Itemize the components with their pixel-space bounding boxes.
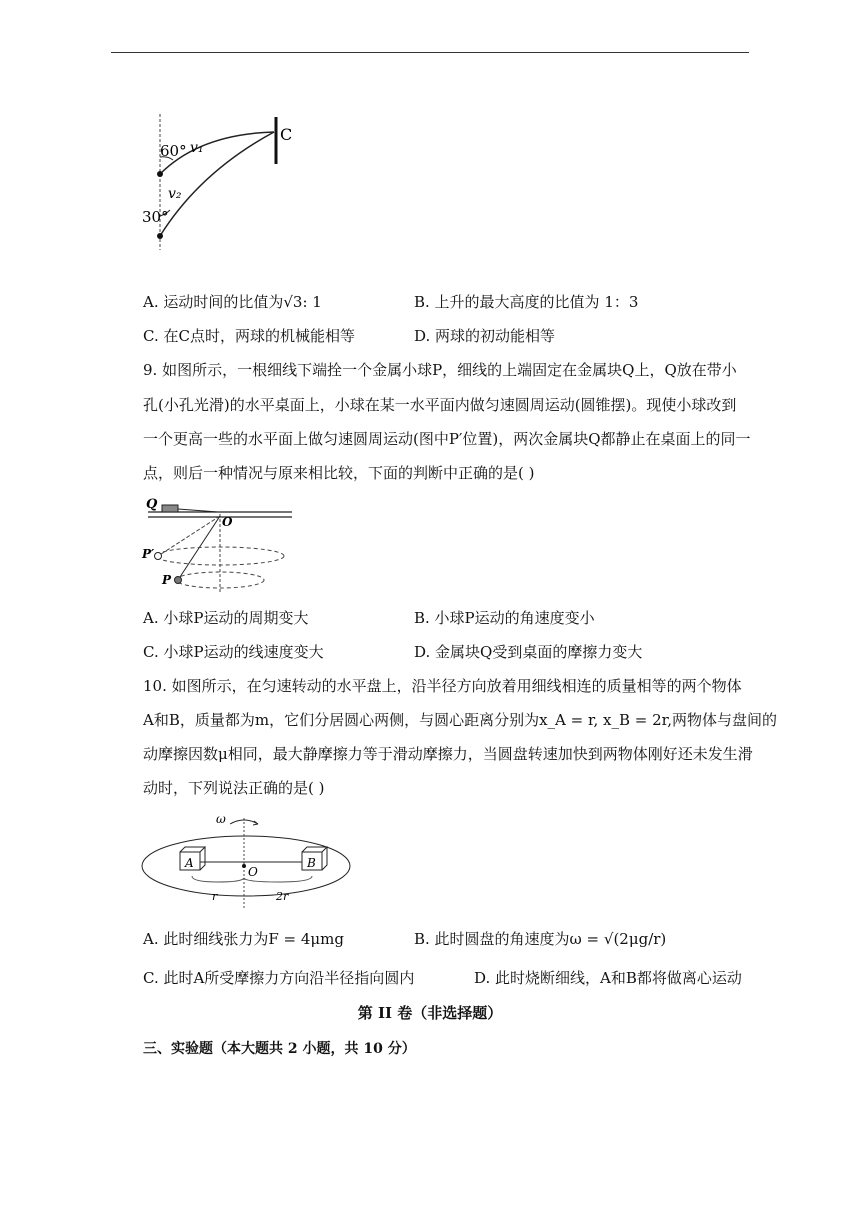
- q10-line-1: 10. 如图所示，在匀速转动的水平盘上，沿半径方向放着用细线相连的质量相等的两个物体: [143, 677, 742, 695]
- header-rule: [111, 52, 749, 53]
- q9-option-a: A. 小球P运动的周期变大: [143, 609, 309, 627]
- q9-option-c: C. 小球P运动的线速度变大: [143, 643, 324, 661]
- q10-line-4: 动时，下列说法正确的是( ): [143, 779, 325, 797]
- figure-q10-rotating-disk: [138, 810, 358, 910]
- fig10-a: A: [185, 856, 194, 870]
- fig10-omega: ω: [216, 812, 226, 826]
- fig8-point-c: C: [280, 125, 293, 144]
- fig10-b: B: [307, 856, 316, 870]
- q8-option-a: A. 运动时间的比值为√3: 1: [143, 293, 322, 311]
- part2-title: 第 II 卷（非选择题）: [357, 1004, 503, 1022]
- fig9-p-prime: P′: [142, 547, 155, 561]
- q10-option-a: A. 此时细线张力为F = 4μmg: [143, 930, 344, 948]
- q8-option-d: D. 两球的初动能相等: [414, 327, 556, 345]
- q9-line-2: 孔(小孔光滑)的水平桌面上，小球在某一水平面内做匀速圆周运动(圆锥摆)。现使小球改到: [143, 396, 737, 414]
- fig8-v2: v₂: [168, 186, 182, 202]
- q10-option-d: D. 此时烧断细线，A和B都将做离心运动: [474, 969, 742, 987]
- fig9-o: O: [222, 515, 233, 529]
- fig9-p: P: [162, 573, 172, 587]
- q10-option-b: B. 此时圆盘的角速度为ω = √(2μg/r): [414, 930, 667, 948]
- figure-q8-projectile: [140, 112, 300, 252]
- fig10-o: O: [248, 865, 258, 879]
- q8-option-b: B. 上升的最大高度的比值为 1：3: [414, 293, 639, 311]
- fig9-q: Q: [146, 497, 158, 512]
- q10-option-c: C. 此时A所受摩擦力方向沿半径指向圆内: [143, 969, 415, 987]
- q10-line-2: A和B，质量都为m，它们分居圆心两侧，与圆心距离分别为x_A = r, x_B = 2r,两物体与盘间的: [143, 711, 777, 729]
- q10-line-3: 动摩擦因数μ相同，最大静摩擦力等于滑动摩擦力，当圆盘转速加快到两物体刚好还未发生滑: [143, 745, 753, 763]
- q9-line-1: 9. 如图所示，一根细线下端拴一个金属小球P，细线的上端固定在金属块Q上，Q放在带小: [143, 361, 737, 379]
- fig10-r: r: [212, 890, 218, 903]
- q8-option-c: C. 在C点时，两球的机械能相等: [143, 327, 355, 345]
- figure-q9-conical-pendulum: [140, 496, 300, 596]
- fig8-v1: v₁: [190, 140, 204, 156]
- q9-line-3: 一个更高一些的水平面上做匀速圆周运动(图中P′位置)，两次金属块Q都静止在桌面上的同一: [143, 430, 751, 448]
- section-3-heading: 三、实验题（本大题共 2 小题，共 10 分）: [143, 1041, 416, 1057]
- q9-option-d: D. 金属块Q受到桌面的摩擦力变大: [414, 643, 643, 661]
- q9-line-4: 点，则后一种情况与原来相比较，下面的判断中正确的是( ): [143, 464, 535, 482]
- q9-option-b: B. 小球P运动的角速度变小: [414, 609, 595, 627]
- fig8-angle1: 60°: [160, 142, 187, 160]
- fig10-2r: 2r: [276, 890, 289, 903]
- fig8-angle2: 30°: [142, 208, 169, 226]
